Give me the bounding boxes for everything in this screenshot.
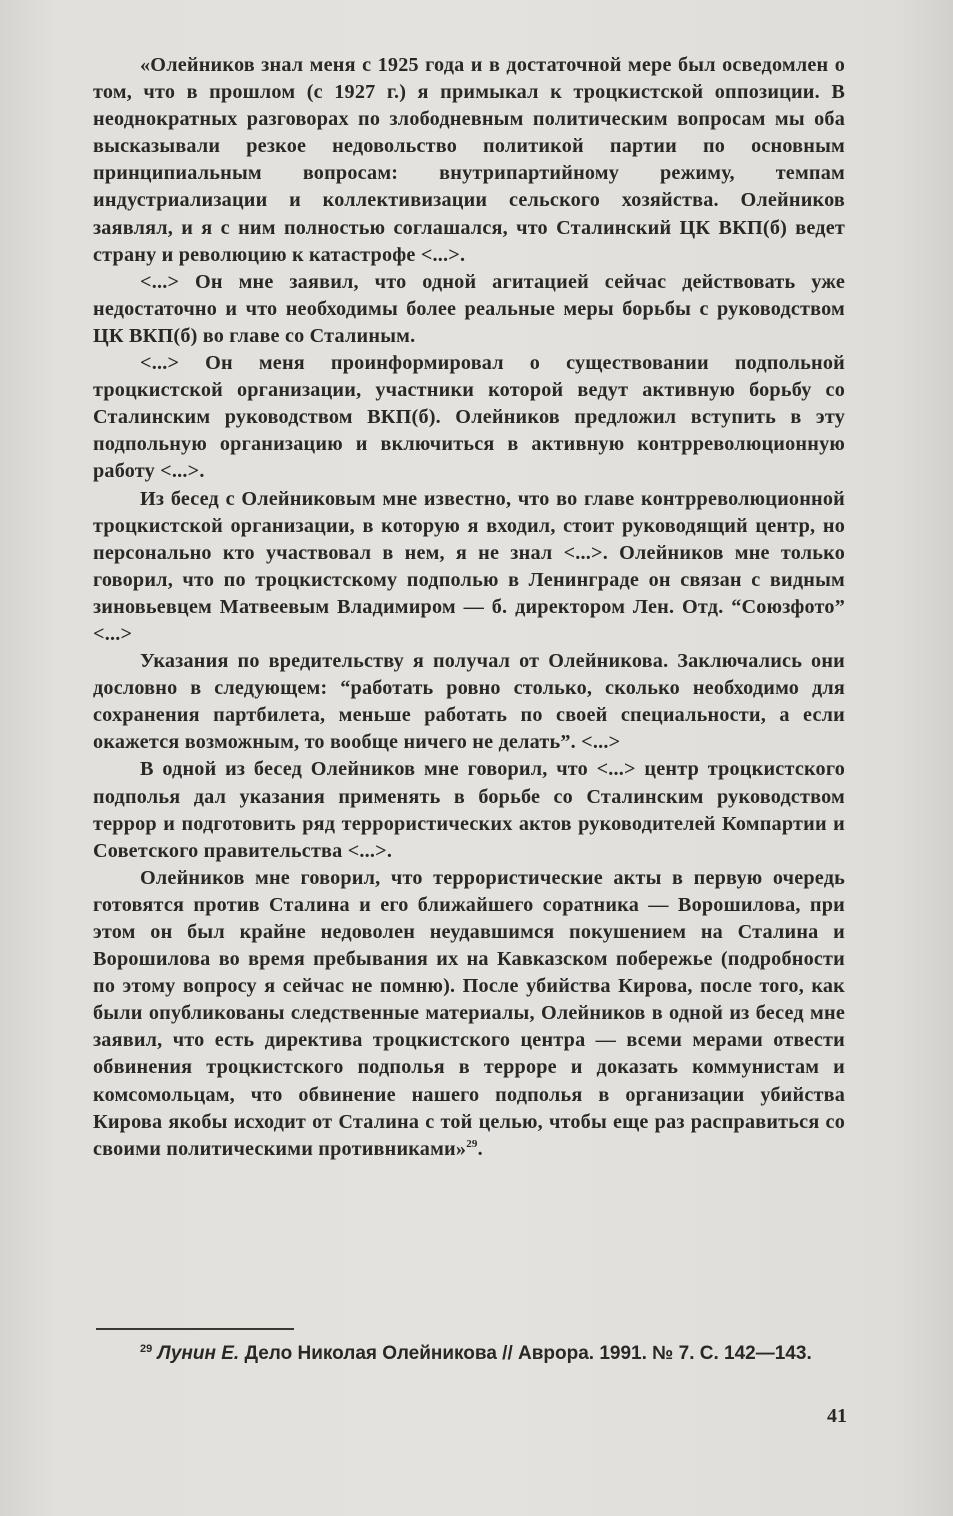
footnote-author: Лунин Е.	[157, 1343, 240, 1364]
paragraph-7-text: Олейников мне говорил, что террористические акты в первую очередь готовятся против Сталина и его ближайшего соратника — Ворошилова, при этом он был крайне недоволен неудавшимся покушением на Сталина и Ворошилова во время пребывания их на Кавказском побережье (подробности по этому вопросу я сейчас не помню). После убийства Кирова, после того, как были опубликованы следственные материалы, Олейников в одной из бесед мне заявил, что есть директива троцкистского центра — всеми мерами отвести обвинения троцкистского подполья в терроре и доказать коммунистам и комсомольцам, что обвинение нашего подполья в организации убийства Кирова якобы исходит от Сталина с той целью, чтобы еще раз расправиться со своими политическими противниками»	[93, 866, 845, 1160]
paragraph-4: Из бесед с Олейниковым мне известно, что во главе контрреволюционной троцкистской организации, в которую я входил, стоит руководящий центр, но персонально кто участвовал в нем, я не знал <...>. Олейников мне только говорил, что по троцкистскому подполью в Ленинграде он связан с видным зиновьевцем Матвеевым Владимиром — б. директором Лен. Отд. “Союзфото” <...>	[93, 487, 845, 645]
footnote-divider	[96, 1328, 294, 1330]
footnote-reference: 29	[466, 1137, 478, 1150]
footnote-text: Дело Николая Олейникова // Аврора. 1991. № 7. С. 142—143.	[239, 1343, 812, 1364]
paragraph-1: «Олейников знал меня с 1925 года и в достаточной мере был осведомлен о том, что в прошлом (с 1927 г.) я примыкал к троцкистской оппозиции. В неоднократных разговорах по злободневным политическим вопросам мы оба высказывали резкое недовольство политикой партии по основным принципиальным вопросам: внутрипартийному режиму, темпам индустриализации и коллективизации сельского хозяйства. Олейников заявлял, и я с ним полностью соглашался, что Сталинский ЦК ВКП(б) ведет страну и революцию к катастрофе <...>.	[93, 54, 845, 266]
paragraph-5: Указания по вредительству я получал от Олейникова. Заключались они дословно в следующем: “работать ровно столько, сколько необходимо для сохранения партбилета, меньше работать по своей специальности, а если окажется возможным, то вообще ничего не делать”. <...>	[93, 650, 845, 754]
footnote-number: 29	[140, 1343, 153, 1355]
paragraph-7-end: .	[477, 1137, 483, 1160]
paragraph-7	[93, 865, 845, 1163]
paragraph-3: <...> Он меня проинформировал о существовании подпольной троцкистской организации, участники которой ведут активную борьбу со Сталинским руководством ВКП(б). Олейников предложил вступить в эту подпольную организацию и включиться в активную контрреволюционную работу <...>.	[93, 352, 845, 483]
paragraph-2: <...> Он мне заявил, что одной агитацией сейчас действовать уже недостаточно и что необходимы более реальные меры борьбы с руководством ЦК ВКП(б) во главе со Сталиным.	[93, 270, 845, 347]
page-number: 41	[827, 1405, 847, 1427]
paragraph-6: В одной из бесед Олейников мне говорил, что <...> центр троцкистского подполья дал указания применять в борьбе со Сталинским руководством террор и подготовить ряд террористических актов руководителей Компартии и Советского правительства <...>.	[93, 758, 845, 862]
main-text	[93, 52, 845, 1163]
footnote	[96, 1336, 846, 1367]
